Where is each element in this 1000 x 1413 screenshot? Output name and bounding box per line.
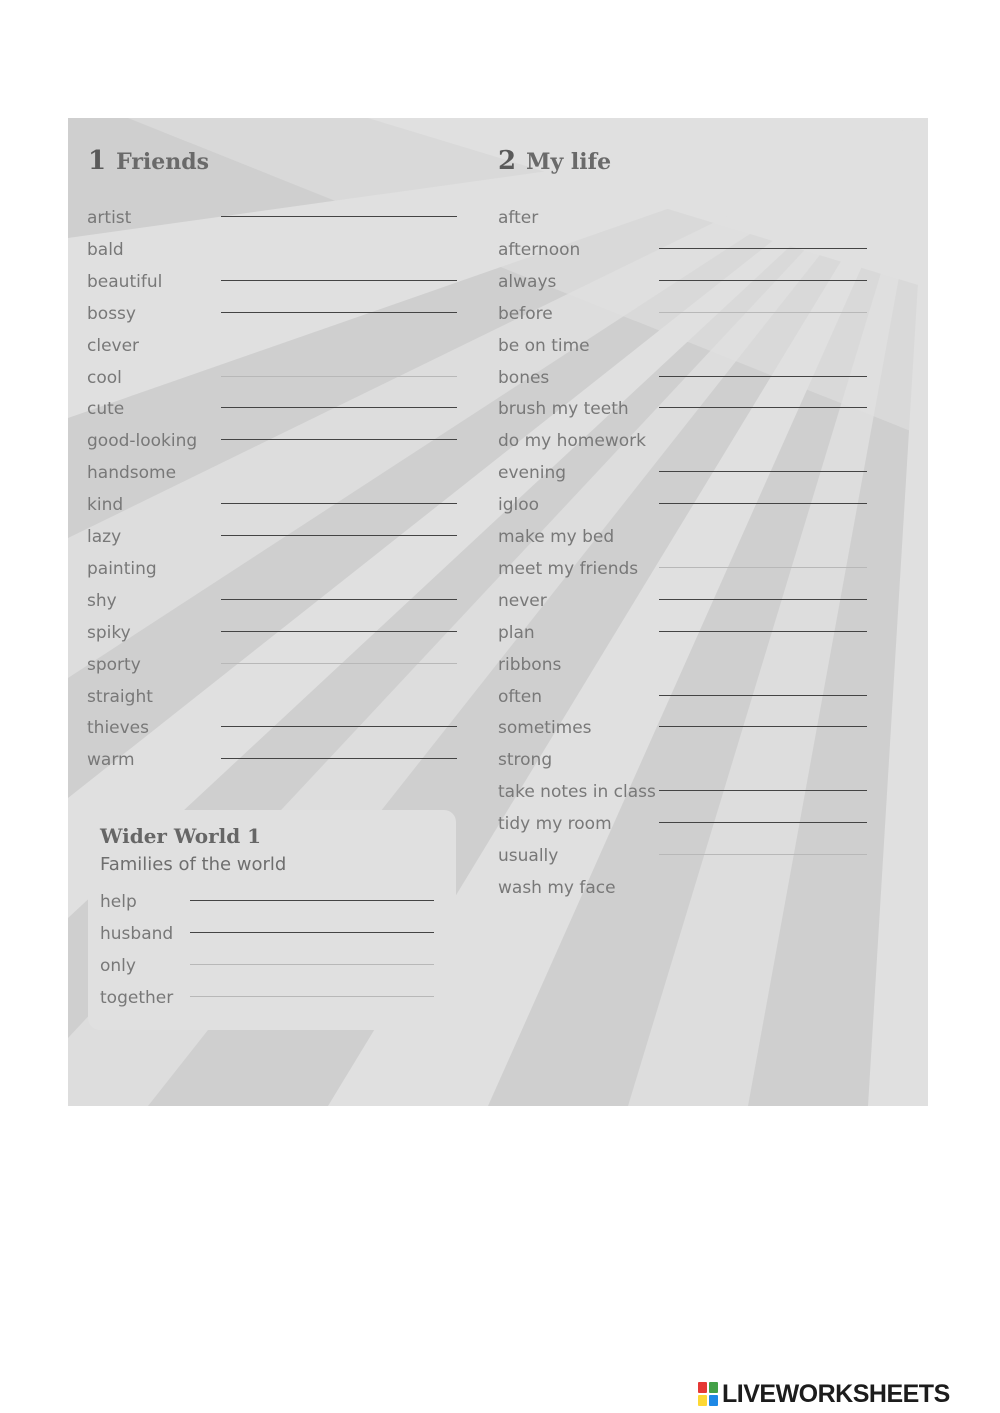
word-row <box>498 810 867 842</box>
answer-blank-line[interactable] <box>221 439 457 440</box>
vocabulary-word: warm <box>87 750 135 771</box>
word-row <box>498 459 867 491</box>
section-title-text: My life <box>526 149 612 175</box>
section-number: 1 <box>88 146 107 176</box>
answer-blank-line[interactable] <box>659 854 867 855</box>
answer-blank-line[interactable] <box>221 280 457 281</box>
answer-blank-line[interactable] <box>659 312 867 313</box>
word-row <box>87 714 457 746</box>
answer-blank-line[interactable] <box>659 631 867 632</box>
vocabulary-word: usually <box>498 846 559 866</box>
vocabulary-word: good-looking <box>87 431 198 452</box>
vocabulary-word: clever <box>87 335 140 356</box>
section-title-friends <box>88 146 209 176</box>
vocabulary-word: cute <box>87 399 125 420</box>
word-row <box>498 555 867 587</box>
vocabulary-word: sometimes <box>498 718 592 739</box>
word-row <box>87 555 457 587</box>
word-row <box>100 952 434 984</box>
word-row <box>498 746 867 778</box>
answer-blank-line[interactable] <box>221 216 457 217</box>
word-row <box>498 619 867 651</box>
answer-blank-line[interactable] <box>659 822 867 823</box>
word-row <box>498 523 867 555</box>
vocabulary-word: help <box>100 892 137 912</box>
vocabulary-word: husband <box>100 923 174 944</box>
word-row <box>87 268 457 300</box>
word-row <box>87 300 457 332</box>
vocabulary-word: brush my teeth <box>498 399 629 420</box>
answer-blank-line[interactable] <box>659 503 867 504</box>
answer-blank-line[interactable] <box>221 599 457 600</box>
answer-blank-line[interactable] <box>190 900 434 901</box>
vocabulary-word: plan <box>498 622 535 643</box>
word-row <box>87 427 457 459</box>
vocabulary-word: meet my friends <box>498 558 639 579</box>
liveworksheets-logo-icon <box>698 1382 718 1406</box>
answer-blank-line[interactable] <box>221 407 457 408</box>
answer-blank-line[interactable] <box>659 407 867 408</box>
word-row <box>498 427 867 459</box>
vocabulary-word: sporty <box>87 654 141 675</box>
word-row <box>498 300 867 332</box>
word-row <box>498 491 867 523</box>
answer-blank-line[interactable] <box>221 535 457 536</box>
vocabulary-word: before <box>498 303 553 324</box>
word-row <box>87 619 457 651</box>
word-row <box>498 332 867 364</box>
section-number: 2 <box>498 146 517 176</box>
answer-blank-line[interactable] <box>221 631 457 632</box>
word-row <box>87 204 457 236</box>
word-row <box>498 714 867 746</box>
vocabulary-word: cool <box>87 367 122 388</box>
word-row <box>100 984 434 1016</box>
vocabulary-word: wash my face <box>498 877 616 898</box>
vocabulary-word: never <box>498 590 547 611</box>
answer-blank-line[interactable] <box>190 996 434 997</box>
vocabulary-word: ribbons <box>498 654 562 675</box>
vocabulary-word: do my homework <box>498 431 646 452</box>
wider-world-title: Wider World 1 <box>100 824 262 848</box>
answer-blank-line[interactable] <box>659 376 867 377</box>
wider-world-box <box>88 810 456 1030</box>
answer-blank-line[interactable] <box>221 663 457 664</box>
answer-blank-line[interactable] <box>659 248 867 249</box>
vocabulary-word: spiky <box>87 622 131 643</box>
word-row <box>87 746 457 778</box>
word-row <box>87 491 457 523</box>
vocabulary-word: take notes in class <box>498 782 656 803</box>
word-row <box>498 651 867 683</box>
answer-blank-line[interactable] <box>221 312 457 313</box>
answer-blank-line[interactable] <box>659 726 867 727</box>
wider-world-subtitle: Families of the world <box>100 854 287 875</box>
vocabulary-word: only <box>100 955 136 976</box>
word-row <box>87 651 457 683</box>
vocabulary-word: always <box>498 271 557 292</box>
vocabulary-word: igloo <box>498 495 540 516</box>
word-row <box>498 395 867 427</box>
answer-blank-line[interactable] <box>659 695 867 696</box>
word-row <box>87 364 457 396</box>
vocabulary-word: afternoon <box>498 239 581 260</box>
word-row <box>498 778 867 810</box>
vocabulary-word: often <box>498 686 542 707</box>
answer-blank-line[interactable] <box>659 599 867 600</box>
word-row <box>498 842 867 874</box>
word-row <box>498 204 867 236</box>
vocabulary-word: artist <box>87 208 132 228</box>
section-title-text: Friends <box>116 149 210 175</box>
vocabulary-word: lazy <box>87 527 122 547</box>
word-row <box>498 683 867 715</box>
vocabulary-word: shy <box>87 590 117 611</box>
vocabulary-word: bossy <box>87 303 136 324</box>
word-row <box>498 236 867 268</box>
word-row <box>87 236 457 268</box>
vocabulary-word: bald <box>87 239 124 260</box>
word-row <box>87 523 457 555</box>
answer-blank-line[interactable] <box>190 932 434 933</box>
word-row <box>100 920 434 952</box>
word-row <box>87 683 457 715</box>
vocabulary-word: make my bed <box>498 527 615 547</box>
answer-blank-line[interactable] <box>221 758 457 759</box>
vocabulary-word: painting <box>87 558 157 579</box>
vocabulary-word: thieves <box>87 718 149 739</box>
vocabulary-word: straight <box>87 686 153 707</box>
word-row <box>498 587 867 619</box>
word-row <box>498 364 867 396</box>
vocabulary-word: kind <box>87 495 124 516</box>
vocabulary-word: be on time <box>498 335 590 356</box>
answer-blank-line[interactable] <box>659 280 867 281</box>
word-row <box>87 332 457 364</box>
answer-blank-line[interactable] <box>221 376 457 377</box>
word-row <box>498 268 867 300</box>
word-row <box>87 395 457 427</box>
vocabulary-word: strong <box>498 750 553 771</box>
vocabulary-word: evening <box>498 463 567 484</box>
answer-blank-line[interactable] <box>659 567 867 568</box>
liveworksheets-logo <box>698 1376 950 1412</box>
vocabulary-word: together <box>100 987 174 1008</box>
word-row <box>87 587 457 619</box>
answer-blank-line[interactable] <box>221 503 457 504</box>
vocabulary-word: after <box>498 208 539 228</box>
vocabulary-word: handsome <box>87 463 177 484</box>
word-row <box>100 888 434 920</box>
worksheet-page <box>68 118 928 1106</box>
answer-blank-line[interactable] <box>659 471 867 472</box>
word-row <box>498 874 867 906</box>
logo-text: LIVEWORKSHEETS <box>722 1379 950 1408</box>
answer-blank-line[interactable] <box>190 964 434 965</box>
word-row <box>87 459 457 491</box>
answer-blank-line[interactable] <box>659 790 867 791</box>
vocabulary-word: bones <box>498 367 550 388</box>
vocabulary-word: tidy my room <box>498 814 612 835</box>
answer-blank-line[interactable] <box>221 726 457 727</box>
section-title-my-life <box>498 146 611 176</box>
vocabulary-word: beautiful <box>87 271 163 292</box>
